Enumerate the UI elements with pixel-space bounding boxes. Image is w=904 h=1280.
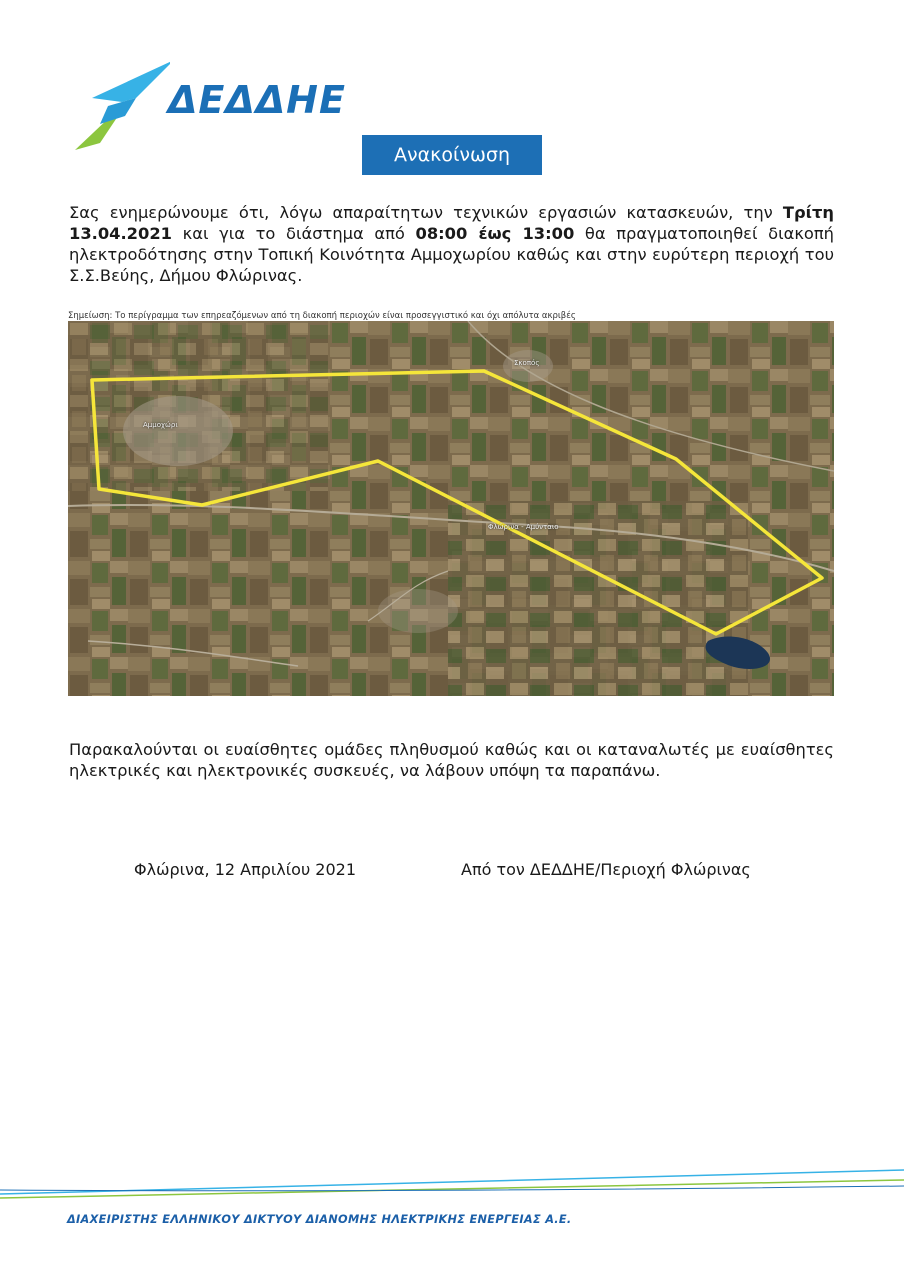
deddie-logo xyxy=(70,58,350,158)
intro-paragraph xyxy=(69,202,834,286)
advice-paragraph: Παρακαλούνται οι ευαίσθητες ομάδες πληθυσμού καθώς και οι καταναλωτές με ευαίσθητες ηλεκτρικές και ηλεκτρονικές συσκευές, να λάβουν υπόψη τα παραπάνω. xyxy=(69,740,834,780)
intro-text-3: θα πραγματοποιηθεί διακοπή ηλεκτροδότησης στην Τοπική Κοινότητα Αμμοχωρίου καθώς και στην ευρύτερη περιοχή του Σ.Σ.Βεύης, Δήμου Φλώρινας. xyxy=(69,224,834,285)
issuer: Από τον ΔΕΔΔΗΕ/Περιοχή Φλώρινας xyxy=(461,860,751,879)
outage-time: 08:00 έως 13:00 xyxy=(415,224,575,243)
map-label-village: Αμμοχώρι xyxy=(143,421,178,429)
footer-decoration xyxy=(0,1160,904,1210)
outage-date: Τρίτη 13.04.2021 xyxy=(69,203,834,243)
place-date: Φλώρινα, 12 Απριλίου 2021 xyxy=(134,860,357,879)
intro-text-1: Σας ενημερώνουμε ότι, λόγω απαραίτητων τεχνικών εργασιών κατασκευών, την xyxy=(69,203,783,222)
satellite-image xyxy=(68,321,834,696)
map-note: Σημείωση: Το περίγραμμα των επηρεαζόμενων από τη διακοπή περιοχών είναι προσεγγιστικό και όχι απόλυτα ακριβές xyxy=(68,311,576,321)
intro-text-2: και για το διάστημα από xyxy=(172,224,416,243)
map-label-road: Φλώρινα - Αμύνταιο xyxy=(488,523,559,531)
outage-area-map xyxy=(68,321,834,696)
company-full-name: ΔΙΑΧΕΙΡΙΣΤΗΣ ΕΛΛΗΝΙΚΟΥ ΔΙΚΤΥΟΥ ΔΙΑΝΟΜΗΣ ΗΛΕΚΤΡΙΚΗΣ ΕΝΕΡΓΕΙΑΣ Α.Ε. xyxy=(67,1213,572,1226)
brand-name: ΔΕΔΔΗΕ xyxy=(168,78,346,122)
deddie-logo-mark xyxy=(70,58,170,158)
announcement-title: Ανακοίνωση xyxy=(362,135,542,175)
map-label-north-village: Σκοπός xyxy=(514,359,540,367)
